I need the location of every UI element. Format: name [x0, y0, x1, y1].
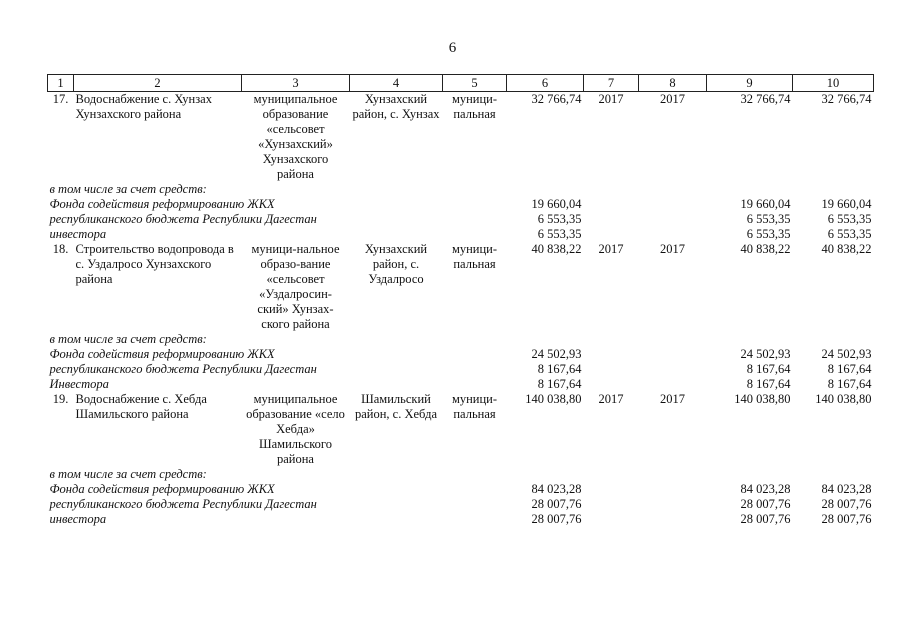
source-row [48, 347, 874, 362]
source-cost: 8 167,64 [537, 377, 582, 391]
source-value: 19 660,04 [740, 197, 791, 211]
start-year: 2017 [598, 92, 624, 106]
object-name: Водоснабжение с. Хебда Шамильского района [75, 392, 207, 421]
funding-value: 140 038,80 [734, 392, 791, 406]
object-name: Водоснабжение с. Хунзах Хунзахского района [75, 92, 212, 121]
ownership-form: муници-пальная [451, 242, 498, 271]
column-header: 4 [350, 75, 443, 92]
start-year: 2017 [598, 392, 624, 406]
source-name: Инвестора [49, 377, 109, 391]
estimated-cost: 32 766,74 [531, 92, 582, 106]
end-year: 2017 [660, 392, 685, 406]
source-value: 28 007,76 [740, 497, 791, 511]
object-location: Хунзахский район, с. Уздалросо [364, 242, 428, 286]
source-row [48, 197, 874, 212]
funding-value-total: 40 838,22 [821, 242, 872, 256]
source-cost: 24 502,93 [531, 347, 582, 361]
estimated-cost: 40 838,22 [531, 242, 582, 256]
source-cost: 6 553,35 [537, 227, 582, 241]
column-header: 6 [507, 75, 584, 92]
estimated-cost: 140 038,80 [525, 392, 582, 406]
source-cost: 28 007,76 [531, 497, 582, 511]
source-row [48, 482, 874, 497]
row-number: 18. [52, 242, 69, 256]
column-header: 5 [443, 75, 507, 92]
customer-name: муниципальное образование «село Хебда» Шамильского района [246, 392, 345, 466]
column-header: 7 [584, 75, 639, 92]
table-body [48, 92, 874, 528]
object-name: Строительство водопровода в с. Уздалросо Хунзахского района [75, 242, 234, 286]
source-cost: 84 023,28 [531, 482, 582, 496]
sources-label-row [48, 182, 874, 197]
row-number: 17. [52, 92, 69, 106]
column-header: 1 [48, 75, 74, 92]
source-value: 8 167,64 [746, 377, 791, 391]
source-row [48, 362, 874, 377]
source-name: республиканского бюджета Республики Дагестан [49, 362, 317, 376]
column-header: 9 [707, 75, 793, 92]
end-year: 2017 [660, 242, 685, 256]
source-value-total: 84 023,28 [821, 482, 872, 496]
sources-label: в том числе за счет средств: [49, 467, 207, 481]
source-name: Фонда содействия реформированию ЖКХ [49, 347, 275, 361]
sources-label: в том числе за счет средств: [49, 182, 207, 196]
source-value: 6 553,35 [746, 212, 791, 226]
end-year: 2017 [660, 92, 685, 106]
funding-value-total: 32 766,74 [821, 92, 872, 106]
object-location: Хунзахский район, с. Хунзах [352, 92, 440, 121]
source-value: 6 553,35 [746, 227, 791, 241]
funding-value: 32 766,74 [740, 92, 791, 106]
source-cost: 8 167,64 [537, 362, 582, 376]
source-name: инвестора [49, 227, 107, 241]
column-header: 3 [242, 75, 350, 92]
source-value: 84 023,28 [740, 482, 791, 496]
source-value-total: 8 167,64 [827, 377, 872, 391]
source-cost: 19 660,04 [531, 197, 582, 211]
source-value-total: 8 167,64 [827, 362, 872, 376]
object-row [48, 242, 874, 332]
source-value-total: 6 553,35 [827, 212, 872, 226]
source-cost: 6 553,35 [537, 212, 582, 226]
source-row [48, 377, 874, 392]
column-header: 8 [639, 75, 707, 92]
row-number: 19. [52, 392, 69, 406]
start-year: 2017 [598, 242, 624, 256]
funding-value-total: 140 038,80 [815, 392, 872, 406]
source-name: инвестора [49, 512, 107, 526]
page-number: 6 [448, 40, 457, 56]
customer-name: муниципальное образование «сельсовет «Хунзахский» Хунзахского района [253, 92, 338, 181]
sources-label: в том числе за счет средств: [49, 332, 207, 346]
column-header: 2 [74, 75, 242, 92]
customer-name: муници-нальное образо-вание «сельсовет «Уздалросин-ский» Хунзах-ского района [251, 242, 340, 331]
objects-table [47, 74, 874, 527]
source-row [48, 512, 874, 527]
ownership-form: муници-пальная [451, 392, 498, 421]
funding-value: 40 838,22 [740, 242, 791, 256]
source-cost: 28 007,76 [531, 512, 582, 526]
source-value: 8 167,64 [746, 362, 791, 376]
source-name: Фонда содействия реформированию ЖКХ [49, 197, 275, 211]
source-value-total: 19 660,04 [821, 197, 872, 211]
ownership-form: муници-пальная [451, 92, 498, 121]
column-number-row [48, 75, 874, 92]
source-row [48, 227, 874, 242]
source-name: Фонда содействия реформированию ЖКХ [49, 482, 275, 496]
source-name: республиканского бюджета Республики Дагестан [49, 497, 317, 511]
source-value-total: 6 553,35 [827, 227, 872, 241]
sources-label-row [48, 467, 874, 482]
sources-label-row [48, 332, 874, 347]
source-row [48, 497, 874, 512]
source-value: 24 502,93 [740, 347, 791, 361]
source-value-total: 28 007,76 [821, 512, 872, 526]
object-row [48, 392, 874, 467]
object-row [48, 92, 874, 183]
source-value-total: 28 007,76 [821, 497, 872, 511]
source-value: 28 007,76 [740, 512, 791, 526]
source-name: республиканского бюджета Республики Дагестан [49, 212, 317, 226]
source-value-total: 24 502,93 [821, 347, 872, 361]
column-header: 10 [793, 75, 874, 92]
object-location: Шамильский район, с. Хебда [354, 392, 437, 421]
source-row [48, 212, 874, 227]
